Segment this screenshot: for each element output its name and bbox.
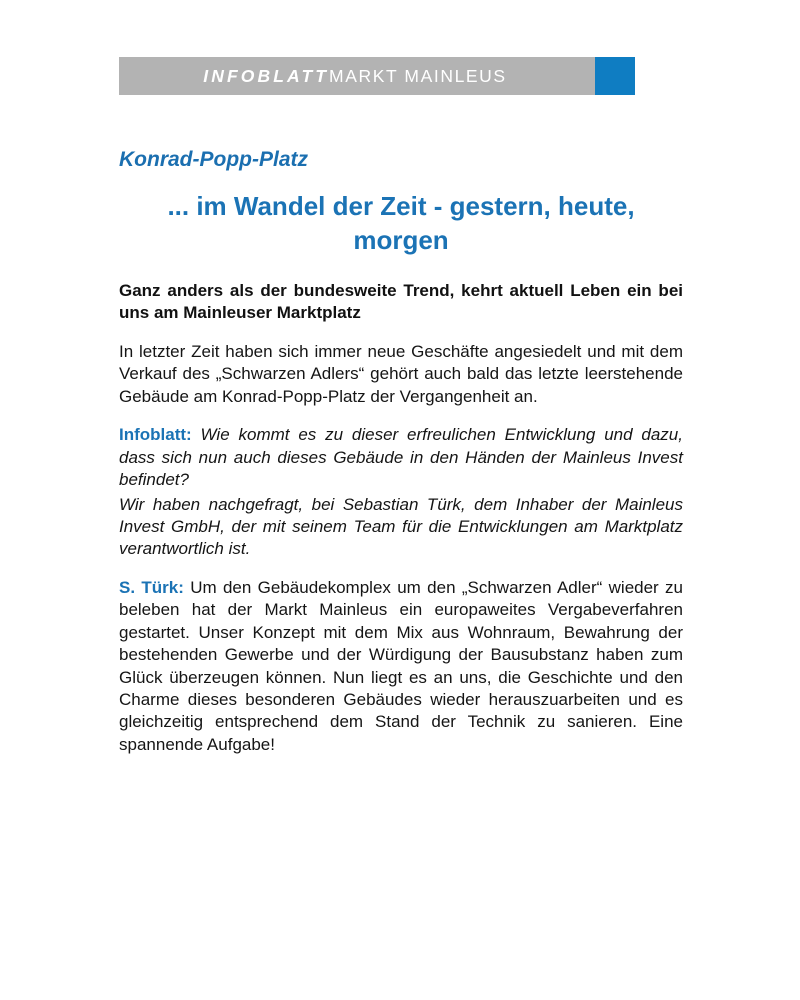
qa-answer-tuerk (119, 577, 683, 757)
article-kicker: Konrad-Popp-Platz (119, 148, 308, 171)
article-headline: ... im Wandel der Zeit - gestern, heute, morgen (167, 191, 635, 255)
article-lead: Ganz anders als der bundesweite Trend, kehrt aktuell Leben ein bei uns am Mainleuser Marktplatz (119, 280, 683, 322)
article-body (119, 148, 683, 756)
masthead-accent-square (595, 57, 635, 95)
qa-question-infoblatt (119, 424, 683, 491)
article-intro-paragraph: In letzter Zeit haben sich immer neue Geschäfte angesiedelt und mit dem Verkauf des „Schwarzen Adlers“ gehört auch bald das letzte leerstehende Gebäude am Konrad-Popp-Platz der Vergangenheit an. (119, 341, 683, 406)
masthead-band (119, 57, 595, 95)
qa-speaker-tuerk: S. Türk: (119, 577, 184, 597)
qa-text-infoblatt: Wie kommt es zu dieser erfreulichen Entwicklung und dazu, dass sich nun auch dieses Gebäude in den Händen der Mainleus Invest befindet? (119, 425, 683, 490)
masthead-municipality: MARKT MAINLEUS (329, 65, 507, 86)
masthead-title (203, 66, 506, 87)
masthead-brand: INFOBLATT (203, 65, 330, 86)
masthead (119, 57, 635, 95)
qa-text-tuerk: Um den Gebäudekomplex um den „Schwarzen Adler“ wieder zu beleben hat der Markt Mainleus ein europaweites Vergabeverfahren gestartet. Unser Konzept mit dem Mix aus Wohnraum, Bewahrung der bestehenden Gewerbe und der Würdigung der Bausubstanz haben zum Glück überzeugen können. Nun liegt es an uns, die Geschichte und den Charme dieses besonderen Gebäudes wieder herauszuarbeiten und es gleichzeitig entsprechend dem Stand der Technik zu sanieren. Eine spannende Aufgabe! (119, 577, 683, 754)
qa-text-editorial-note: Wir haben nachgefragt, bei Sebastian Türk, dem Inhaber der Mainleus Invest GmbH, der mit seinem Team für die Entwicklungen am Marktplatz verantwortlich ist. (119, 494, 683, 559)
qa-editorial-note (119, 494, 683, 561)
qa-speaker-infoblatt: Infoblatt: (119, 425, 192, 445)
